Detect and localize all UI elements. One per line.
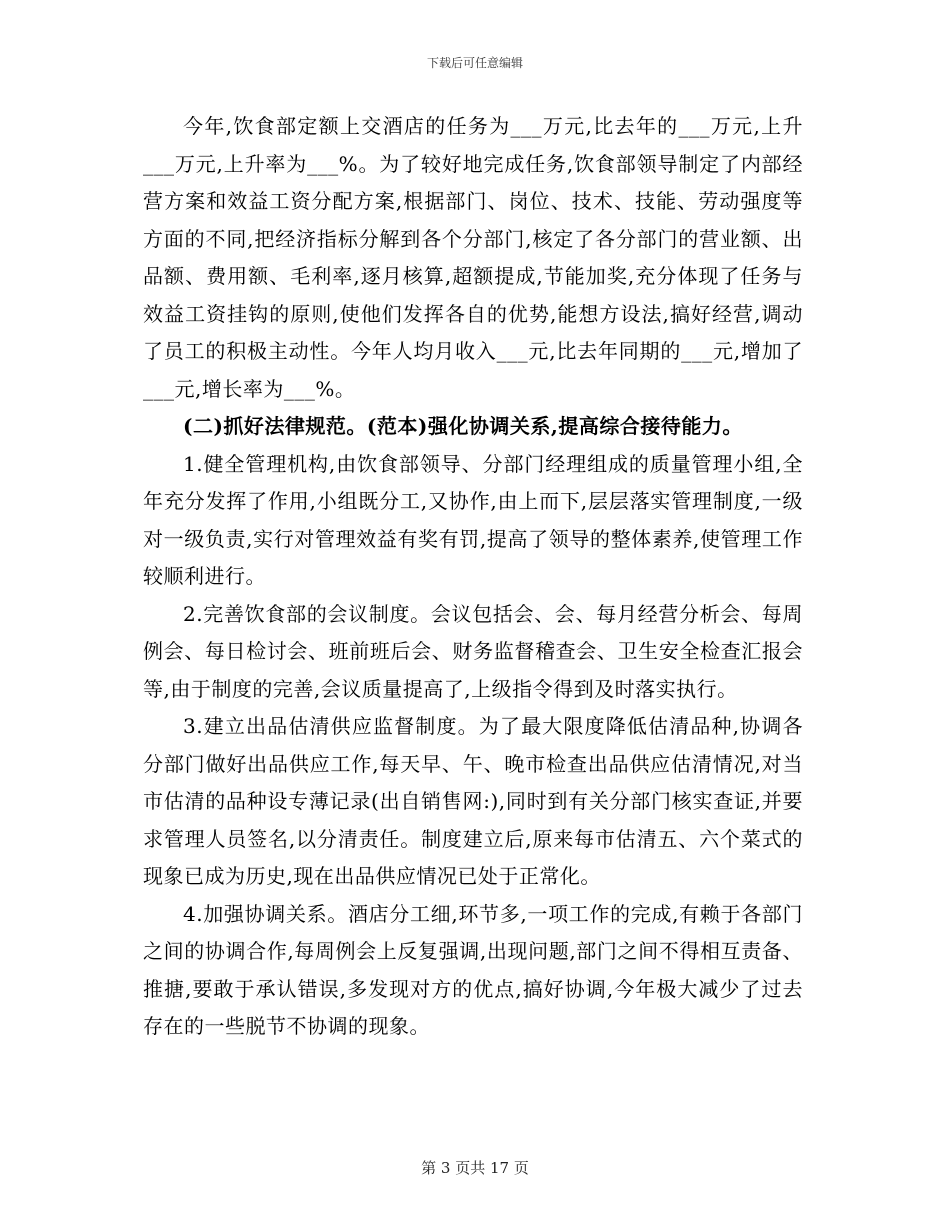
paragraph-item-4: 4.加强协调关系。酒店分工细,环节多,一项工作的完成,有赖于各部门之间的协调合作,每周例会上反复强调,出现问题,部门之间不得相互责备、推搪,要敢于承认错误,多发现对方的优点,搞好协调,今年极大减少了过去存在的一些脱节不协调的现象。 <box>143 901 803 1038</box>
section-heading: (二)抓好法律规范。(范本)强化协调关系,提高综合接待能力。 <box>183 414 743 438</box>
paragraph-item-1: 1.健全管理机构,由饮食部领导、分部门经理组成的质量管理小组,全年充分发挥了作用,小组既分工,又协作,由上而下,层层落实管理制度,一级对一级负责,实行对管理效益有奖有罚,提高了领导的整体素养,使管理工作较顺利进行。 <box>143 451 803 588</box>
page-footer: 第 3 页共 17 页 <box>421 1159 529 1177</box>
document-body <box>143 108 803 1046</box>
page-header: 下载后可任意编辑 <box>426 56 523 70</box>
paragraph-item-3: 3.建立出品估清供应监督制度。为了最大限度降低估清品种,协调各分部门做好出品供应工作,每天早、午、晚市检查出品供应估清情况,对当市估清的品种设专薄记录(出自销售网:),同时到有关分部门核实查证,并要求管理人员签名,以分清责任。制度建立后,原来每市估清五、六个菜式的现象已成为历史,现在出品供应情况已处于正常化。 <box>143 714 803 888</box>
paragraph-revenue-task: 今年,饮食部定额上交酒店的任务为___万元,比去年的___万元,上升___万元,上升率为___%。为了较好地完成任务,饮食部领导制定了内部经营方案和效益工资分配方案,根据部门、岗位、技术、技能、劳动强度等方面的不同,把经济指标分解到各个分部门,核定了各分部门的营业额、出品额、费用额、毛利率,逐月核算,超额提成,节能加奖,充分体现了任务与效益工资挂钩的原则,使他们发挥各自的优势,能想方设法,搞好经营,调动了员工的积极主动性。今年人均月收入___元,比去年同期的___元,增加了___元,增长率为___%。 <box>143 114 803 401</box>
paragraph-item-2: 2.完善饮食部的会议制度。会议包括会、会、每月经营分析会、每周例会、每日检讨会、班前班后会、财务监督稽查会、卫生安全检查汇报会等,由于制度的完善,会议质量提高了,上级指令得到及时落实执行。 <box>143 601 803 701</box>
